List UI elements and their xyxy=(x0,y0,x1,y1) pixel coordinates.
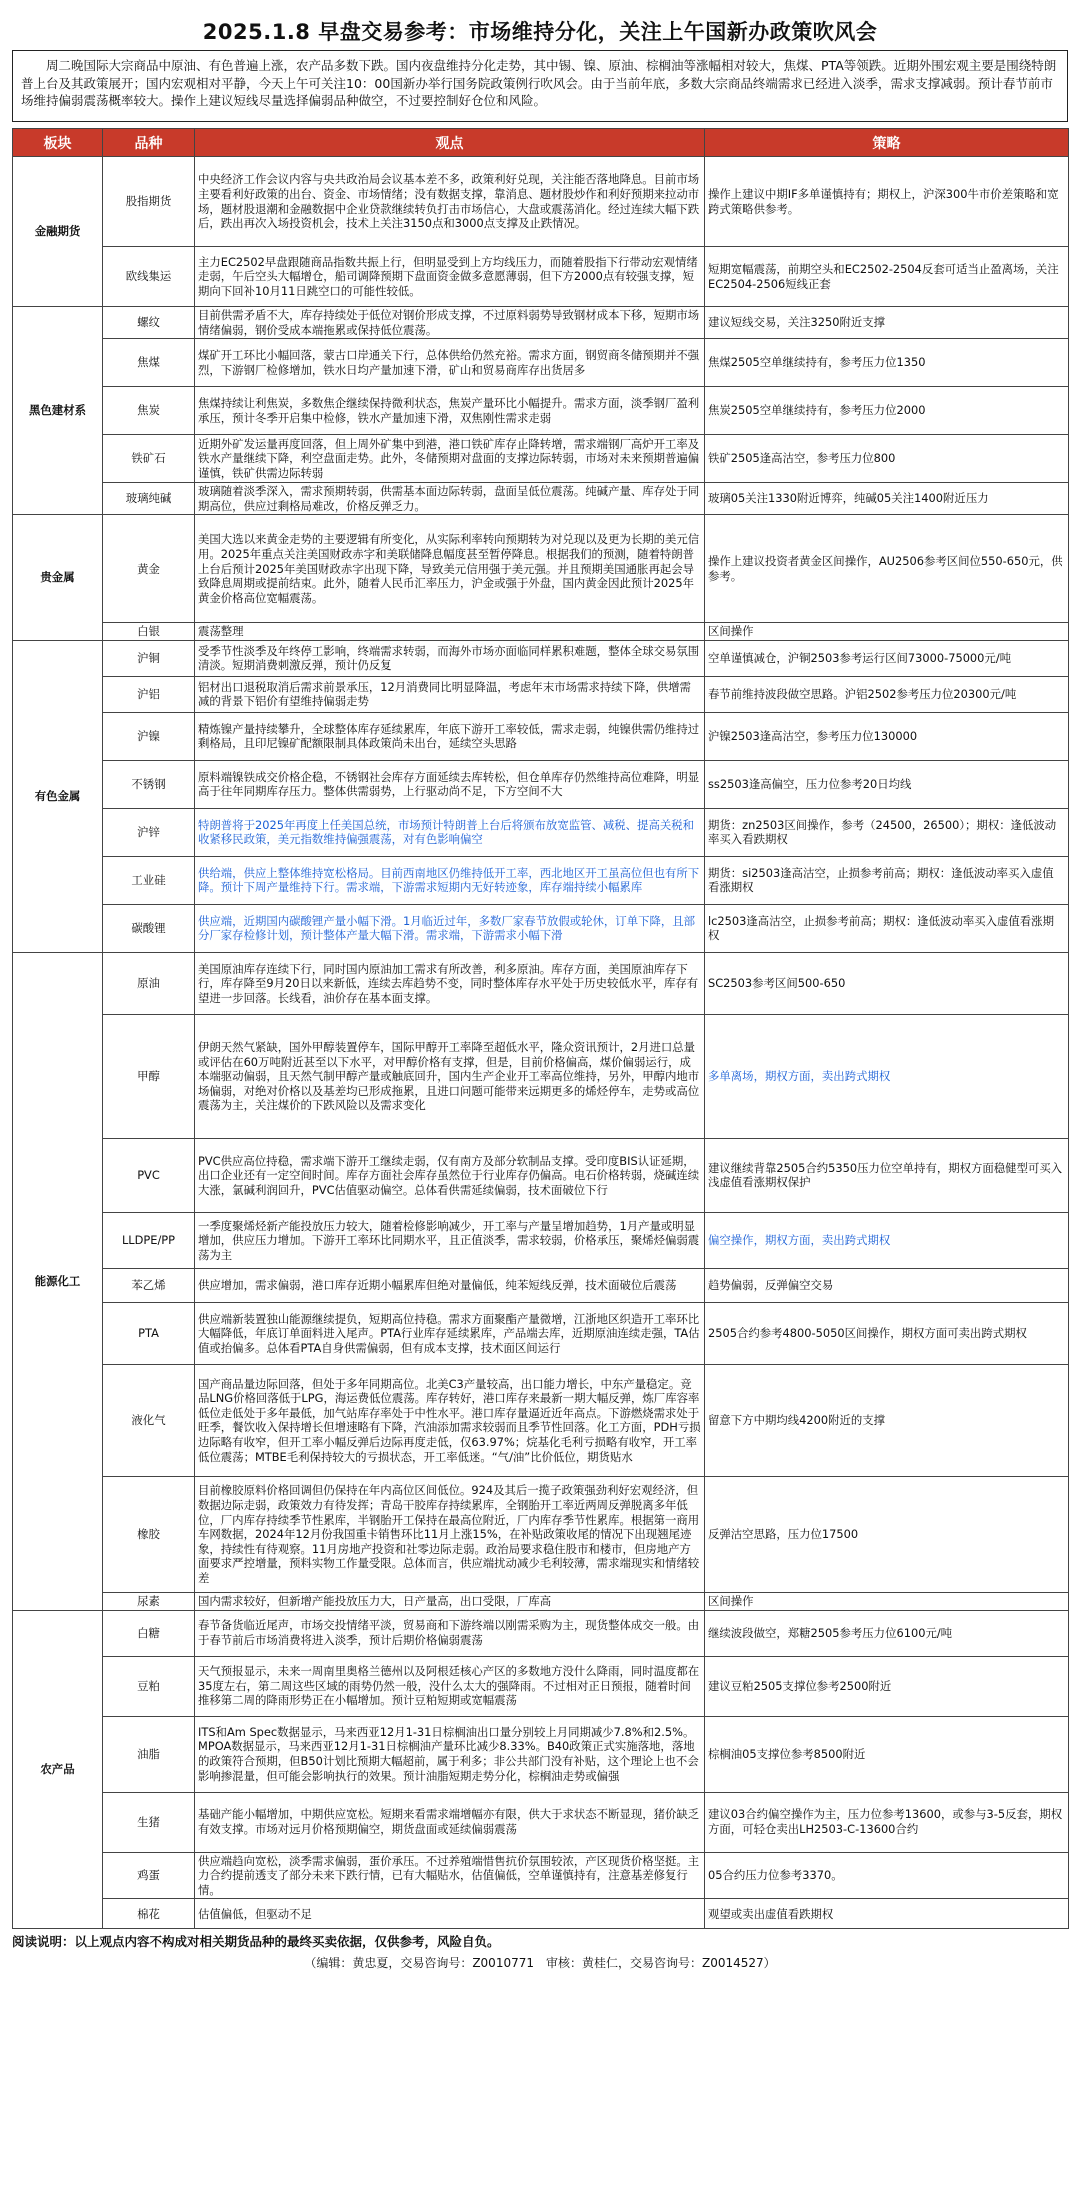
table-row xyxy=(13,247,1069,307)
sector-cell: 黑色建材系 xyxy=(13,307,103,515)
table-row xyxy=(13,1852,1069,1899)
variety-cell: 沪铜 xyxy=(103,640,195,676)
variety-cell: 生猪 xyxy=(103,1792,195,1852)
variety-cell: 棉花 xyxy=(103,1899,195,1929)
table-row xyxy=(13,1592,1069,1610)
variety-cell: 沪镍 xyxy=(103,712,195,760)
variety-cell: 液化气 xyxy=(103,1364,195,1476)
strategy-cell: 期货：zn2503区间操作，参考（24500，26500）；期权：逢低波动率买入看跌期权 xyxy=(705,808,1069,856)
report-title: 2025.1.8 早盘交易参考：市场维持分化，关注上午国新办政策吹风会 xyxy=(202,20,878,44)
variety-cell: 股指期货 xyxy=(103,157,195,247)
strategy-cell: lc2503逢高沽空，止损参考前高；期权：逢低波动率买入虚值看涨期权 xyxy=(705,904,1069,952)
table-row xyxy=(13,339,1069,387)
variety-cell: 沪铝 xyxy=(103,676,195,712)
strategy-cell: 继续波段做空，郑糖2505参考压力位6100元/吨 xyxy=(705,1610,1069,1656)
table-row xyxy=(13,1656,1069,1716)
variety-cell: 铁矿石 xyxy=(103,435,195,483)
view-cell: ITS和Am Spec数据显示，马来西亚12月1-31日棕榈油出口量分别较上月同期减少7.8%和2.5%。MPOA数据显示，马来西亚12月1-31日棕榈油产量环比减少8.33%。B40政策正式实施落地，落地的政策符合预期，但B50计划比预期大幅超前，属于利多；非公共部门没有补贴，这个理论上也不会影响掺混量，但可能会影响执行的效果。预计油脂短期走势分化，棕榈油走势或偏强 xyxy=(195,1716,705,1792)
strategy-cell: 棕榈油05支撑位参考8500附近 xyxy=(705,1716,1069,1792)
view-cell: 一季度聚烯烃新产能投放压力较大，随着检修影响减少，开工率与产量呈增加趋势，1月产量或明显增加，供应压力增加。下游开工率环比同期水平，且正值淡季，需求较弱，价格承压，聚烯烃偏弱震荡为主 xyxy=(195,1212,705,1268)
variety-cell: 玻璃纯碱 xyxy=(103,483,195,515)
variety-cell: 沪锌 xyxy=(103,808,195,856)
view-cell: 供应增加，需求偏弱，港口库存近期小幅累库但绝对量偏低，纯苯短线反弹，技术面破位后震荡 xyxy=(195,1268,705,1302)
sector-cell: 贵金属 xyxy=(13,515,103,641)
view-cell: 精炼镍产量持续攀升，全球整体库存延续累库，年底下游开工率较低，需求走弱，纯镍供需仍维持过剩格局，且印尼镍矿配额限制具体政策尚未出台，延续空头思路 xyxy=(195,712,705,760)
header-variety: 品种 xyxy=(103,129,195,157)
view-cell: 美国原油库存连续下行，同时国内原油加工需求有所改善，利多原油。库存方面，美国原油库存下行，库存降至9月20日以来新低，连续去库趋势不变，同时整体库存水平处于历史较低水平，库存有望进一步回落。长线看，油价存在基本面支撑。 xyxy=(195,952,705,1014)
strategy-cell: 反弹沽空思路，压力位17500 xyxy=(705,1476,1069,1592)
strategy-cell: 沪镍2503逢高沽空，参考压力位130000 xyxy=(705,712,1069,760)
strategy-cell: 留意下方中期均线4200附近的支撑 xyxy=(705,1364,1069,1476)
view-cell: 煤矿开工环比小幅回落，蒙古口岸通关下行，总体供给仍然充裕。需求方面，钢贸商冬储预期并不强烈，下游钢厂检修增加，铁水日均产量加速下滑，矿山和贸易商库存出货居多 xyxy=(195,339,705,387)
disclaimer-note: 阅读说明：以上观点内容不构成对相关期货品种的最终买卖依据，仅供参考，风险自负。 xyxy=(12,1934,500,1950)
table-row xyxy=(13,1792,1069,1852)
view-cell: 受季节性淡季及年终停工影响，终端需求转弱，而海外市场亦面临同样累积难题，整体全球交易氛围清淡。短期消费刺激反弹，预计仍反复 xyxy=(195,640,705,676)
table-row xyxy=(13,307,1069,339)
variety-cell: 油脂 xyxy=(103,1716,195,1792)
variety-cell: 苯乙烯 xyxy=(103,1268,195,1302)
view-cell: 供应端，近期国内碳酸锂产量小幅下滑。1月临近过年，多数厂家春节放假或轮休，订单下降，且部分厂家存检修计划，预计整体产量大幅下滑。需求端，下游需求小幅下滑 xyxy=(195,904,705,952)
header-strategy: 策略 xyxy=(705,129,1069,157)
table-header-row xyxy=(13,129,1069,157)
header-view: 观点 xyxy=(195,129,705,157)
view-cell: 震荡整理 xyxy=(195,623,705,641)
strategy-cell: 观望或卖出虚值看跌期权 xyxy=(705,1899,1069,1929)
strategy-cell: 多单离场，期权方面，卖出跨式期权 xyxy=(705,1014,1069,1138)
table-row xyxy=(13,952,1069,1014)
strategy-cell: 焦煤2505空单继续持有，参考压力位1350 xyxy=(705,339,1069,387)
variety-cell: PVC xyxy=(103,1138,195,1212)
strategy-cell: 区间操作 xyxy=(705,1592,1069,1610)
strategy-cell: 操作上建议中期IF多单谨慎持有；期权上，沪深300牛市价差策略和宽跨式策略供参考。 xyxy=(705,157,1069,247)
view-cell: 玻璃随着淡季深入，需求预期转弱，供需基本面边际转弱，盘面呈低位震荡。纯碱产量、库存处于同期高位，供应过剩格局难改，价格反弹乏力。 xyxy=(195,483,705,515)
sector-cell: 有色金属 xyxy=(13,640,103,952)
view-cell: 伊朗天然气紧缺，国外甲醇装置停车，国际甲醇开工率降至超低水平，隆众资讯预计，2月进口总量或评估在60万吨附近甚至以下水平，对甲醇价格有支撑，但是，目前价格偏高，煤价偏弱运行，成本端驱动偏弱，且天然气制甲醇产量或触底回升，国内生产企业开工率高位维持，另外，甲醇内地市场偏弱，对绝对价格以及基差均已形成拖累，且进口问题可能带来远期更多的烯烃停车，走势或高位震荡为主，关注煤价的下跌风险以及需求变化 xyxy=(195,1014,705,1138)
view-cell: 供应端新装置独山能源继续提负，短期高位持稳。需求方面聚酯产量微增，江浙地区织造开工率环比大幅降低，年底订单面料进入尾声。PTA行业库存延续累库，产品端去库，近期原油连续走强，TA估值或抬偏多。总体看PTA自身供需偏弱，但有成本支撑，技术面区间运行 xyxy=(195,1302,705,1364)
table-row xyxy=(13,1899,1069,1929)
table-row xyxy=(13,1364,1069,1476)
table-row xyxy=(13,1610,1069,1656)
table-row xyxy=(13,1268,1069,1302)
table-body xyxy=(13,157,1069,1929)
view-cell: 春节备货临近尾声，市场交投情绪平淡，贸易商和下游终端以刚需采购为主，现货整体成交一般。由于春节前后市场消费将进入淡季，预计后期价格偏弱震荡 xyxy=(195,1610,705,1656)
table-row xyxy=(13,676,1069,712)
strategy-cell: 操作上建议投资者黄金区间操作，AU2506参考区间位550-650元，供参考。 xyxy=(705,515,1069,623)
strategy-cell: 2505合约参考4800-5050区间操作，期权方面可卖出跨式期权 xyxy=(705,1302,1069,1364)
table-row xyxy=(13,515,1069,623)
table-row xyxy=(13,1716,1069,1792)
strategy-cell: 铁矿2505逢高沽空，参考压力位800 xyxy=(705,435,1069,483)
strategy-cell: 期货：si2503逢高沽空，止损参考前高；期权：逢低波动率买入虚值看涨期权 xyxy=(705,856,1069,904)
variety-cell: 豆粕 xyxy=(103,1656,195,1716)
view-cell: 供应端趋向宽松，淡季需求偏弱，蛋价承压。不过养殖端惜售抗价氛围较浓，产区现货价格坚挺。主力合约提前透支了部分未来下跌行情，已有大幅贴水，估值偏低，空单谨慎持有，注意基差修复行情。 xyxy=(195,1852,705,1899)
variety-cell: 白糖 xyxy=(103,1610,195,1656)
strategy-cell: ss2503逢高偏空，压力位参考20日均线 xyxy=(705,760,1069,808)
variety-cell: 碳酸锂 xyxy=(103,904,195,952)
variety-cell: 尿素 xyxy=(103,1592,195,1610)
variety-cell: 焦煤 xyxy=(103,339,195,387)
variety-cell: 焦炭 xyxy=(103,387,195,435)
variety-cell: 不锈钢 xyxy=(103,760,195,808)
sector-cell: 农产品 xyxy=(13,1610,103,1929)
strategy-cell: 区间操作 xyxy=(705,623,1069,641)
variety-cell: 螺纹 xyxy=(103,307,195,339)
variety-cell: 欧线集运 xyxy=(103,247,195,307)
variety-cell: 工业硅 xyxy=(103,856,195,904)
strategy-cell: 焦炭2505空单继续持有，参考压力位2000 xyxy=(705,387,1069,435)
header-sector: 板块 xyxy=(13,129,103,157)
strategy-cell: 建议03合约偏空操作为主，压力位参考13600，或参与3-5反套，期权方面，可轻仓卖出LH2503-C-13600合约 xyxy=(705,1792,1069,1852)
table-row xyxy=(13,483,1069,515)
table-row xyxy=(13,808,1069,856)
table-row xyxy=(13,904,1069,952)
table-row xyxy=(13,712,1069,760)
view-cell: 近期外矿发运量再度回落，但上周外矿集中到港，港口铁矿库存止降转增，需求端钢厂高炉开工率及铁水产量继续下降，利空盘面走势。此外，冬储预期对盘面的支撑边际转弱，市场对未来预期普遍偏谨慎，铁矿供需边际转弱 xyxy=(195,435,705,483)
table-row xyxy=(13,1212,1069,1268)
table-row xyxy=(13,623,1069,641)
variety-cell: 黄金 xyxy=(103,515,195,623)
sector-cell: 能源化工 xyxy=(13,952,103,1610)
view-cell: 目前橡胶原料价格回调但仍保持在年内高位区间低位。924及其后一揽子政策强劲利好宏观经济，但数据边际走弱，政策效力有待发挥；青岛干胶库存持续累库，全钢胎开工率近两周反弹脱离多年低位，厂内库存持续季节性累库，半钢胎开工保持在最高位附近，厂内库存季节性累库。根据第一商用车网数据，2024年12月份我国重卡销售环比11月上涨15%，在补贴政策收尾的情况下出现翘尾迹象，持续性有待观察。11月房地产投资和社零边际走弱。政治局要求稳住股市和楼市，但房地产方面要求严控增量，预料实物工作量受限。总体而言，供应端扰动减少毛利较薄，需求端现实和情绪较差 xyxy=(195,1476,705,1592)
view-cell: 中央经济工作会议内容与央共政治局会议基本差不多，政策利好兑现，关注能否落地降息。目前市场主要看利好政策的出台、资金、市场情绪；没有数据支撑，靠消息、题材股炒作和利好预期来拉动市场，题材股退潮和金融数据中企业贷款继续转负打击市场信心，大盘或震荡消化。经过连续大幅下跌后，跌出再次入场投资机会，技术上关注3150点和3000点支撑及止跌情况。 xyxy=(195,157,705,247)
table-row xyxy=(13,760,1069,808)
strategy-cell: 05合约压力位参考3370。 xyxy=(705,1852,1069,1899)
editor-credits: （编辑：黄忠夏，交易咨询号：Z0010771 审核：黄桂仁，交易咨询号：Z0014527） xyxy=(304,1956,776,1971)
strategy-cell: 偏空操作，期权方面，卖出跨式期权 xyxy=(705,1212,1069,1268)
strategy-cell: 建议豆粕2505支撑位参考2500附近 xyxy=(705,1656,1069,1716)
strategy-cell: 春节前维持波段做空思路。沪铝2502参考压力位20300元/吨 xyxy=(705,676,1069,712)
view-cell: PVC供应高位持稳，需求端下游开工继续走弱，仅有南方及部分软制品支撑。受印度BIS认证延期，出口企业还有一定空间时间。库存方面社会库存虽然位于行业库存仍偏高。电石价格转弱，烧碱连续大涨，氯碱利润回升，PVC估值驱动偏空。总体看供需延续偏弱，技术面破位下行 xyxy=(195,1138,705,1212)
table-row xyxy=(13,1302,1069,1364)
intro-paragraph: 周二晚国际大宗商品中原油、有色普遍上涨，农产品多数下跌。国内夜盘维持分化走势，其中锡、镍、原油、棕榈油等涨幅相对较大，焦煤、PTA等领跌。近期外围宏观主要是围绕特朗普上台及其政策展开；国内宏观相对平静，今天上午可关注10：00国新办举行国务院政策例行吹风会。由于当前年底，多数大宗商品终端需求已经进入淡季，需求支撑减弱。预计春节前市场维持偏弱震荡概率较大。操作上建议短线尽量选择偏弱品种做空，不过要控制好仓位和风险。 xyxy=(12,50,1068,122)
view-cell: 天气预报显示，未来一周南里奥格兰德州以及阿根廷核心产区的多数地方没什么降雨，同时温度都在35度左右，第二周这些区域的雨势仍然一般，没什么太大的强降雨。不过相对正日预报，随着时间推移第二周的降雨形势正在小幅增加。预计豆粕短期或宽幅震荡 xyxy=(195,1656,705,1716)
sector-cell: 金融期货 xyxy=(13,157,103,307)
view-cell: 特朗普将于2025年再度上任美国总统，市场预计特朗普上台后将颁布放宽监管、减税、提高关税和收紧移民政策，美元指数维持偏强震荡，对有色影响偏空 xyxy=(195,808,705,856)
variety-cell: 白银 xyxy=(103,623,195,641)
strategy-cell: 玻璃05关注1330附近博弈，纯碱05关注1400附近压力 xyxy=(705,483,1069,515)
table-row xyxy=(13,1014,1069,1138)
variety-cell: LLDPE/PP xyxy=(103,1212,195,1268)
strategy-cell: 趋势偏弱，反弹偏空交易 xyxy=(705,1268,1069,1302)
strategy-cell: 建议短线交易，关注3250附近支撑 xyxy=(705,307,1069,339)
variety-cell: PTA xyxy=(103,1302,195,1364)
strategy-cell: 建议继续背靠2505合约5350压力位空单持有，期权方面稳健型可买入浅虚值看涨期权保护 xyxy=(705,1138,1069,1212)
variety-cell: 原油 xyxy=(103,952,195,1014)
view-cell: 国产商品量边际回落，但处于多年同期高位。北美C3产量较高，出口能力增长，中东产量稳定。竞品LNG价格回落低于LPG，海运费低位震荡。库存转好，港口库存来最新一期大幅反弹，炼厂库容率低位走低处于多年最低，加气站库存率处于中性水平。港口库存量逼近近年高点。下游燃烧需求处于旺季，餐饮收入保持增长但增速略有下降，汽油添加需求较弱而且季节性回落。化工方面，PDH亏损边际略有收窄，但开工率小幅反弹后边际再度走低，仅63.97%；烷基化毛利亏损略有收窄，开工率低位震荡；MTBE毛利保持较大的亏损状态，开工率低迷。“气/油”比价低位，期货贴水 xyxy=(195,1364,705,1476)
view-cell: 原料端镍铁成交价格企稳，不锈钢社会库存方面延续去库转松，但仓单库存仍然维持高位难降，明显高于往年同期库存压力。整体供需弱势，上行驱动尚不足，下方空间不大 xyxy=(195,760,705,808)
view-cell: 铝材出口退税取消后需求前景承压，12月消费同比明显降温，考虑年末市场需求持续下降，供增需减的背景下铝价有望维持偏弱走势 xyxy=(195,676,705,712)
view-cell: 国内需求较好，但新增产能投放压力大，日产量高，出口受限，厂库高 xyxy=(195,1592,705,1610)
variety-cell: 鸡蛋 xyxy=(103,1852,195,1899)
strategy-cell: SC2503参考区间500-650 xyxy=(705,952,1069,1014)
table-row xyxy=(13,157,1069,247)
view-cell: 基础产能小幅增加，中期供应宽松。短期来看需求端增幅亦有限，供大于求状态不断显现，猪价缺乏有效支撑。市场对远月价格预期偏空，期货盘面或延续偏弱震荡 xyxy=(195,1792,705,1852)
view-cell: 焦煤持续让利焦炭，多数焦企继续保持微利状态，焦炭产量环比小幅提升。需求方面，淡季钢厂盈利承压，预计冬季开启集中检修，铁水产量加速下滑，双焦刚性需求走弱 xyxy=(195,387,705,435)
strategy-cell: 空单谨慎减仓，沪铜2503参考运行区间73000-75000元/吨 xyxy=(705,640,1069,676)
table-row xyxy=(13,435,1069,483)
view-cell: 目前供需矛盾不大，库存持续处于低位对钢价形成支撑，不过原料弱势导致钢材成本下移，短期市场情绪偏弱，钢价受成本端拖累或保持低位震荡。 xyxy=(195,307,705,339)
table-row xyxy=(13,1138,1069,1212)
strategy-cell: 短期宽幅震荡，前期空头和EC2502-2504反套可适当止盈离场，关注EC2504-2506短线正套 xyxy=(705,247,1069,307)
table-row xyxy=(13,856,1069,904)
table-row xyxy=(13,640,1069,676)
strategy-table xyxy=(12,128,1069,1929)
view-cell: 估值偏低，但驱动不足 xyxy=(195,1899,705,1929)
table-row xyxy=(13,387,1069,435)
view-cell: 供给端，供应上整体维持宽松格局。目前西南地区仍维持低开工率，西北地区开工虽高位但也有所下降。预计下周产量维持下行。需求端，下游需求短期内无好转迹象，库存端持续小幅累库 xyxy=(195,856,705,904)
variety-cell: 橡胶 xyxy=(103,1476,195,1592)
table-row xyxy=(13,1476,1069,1592)
view-cell: 美国大选以来黄金走势的主要逻辑有所变化，从实际利率转向预期转为对兑现以及更为长期的美元信用。2025年重点关注美国财政赤字和美联储降息幅度甚至暂停降息。根据我们的预测，随着特朗普上台后预计2025年美国财政赤字出现下降，导致美元信用强于美元强。并且预期美国通胀再起会导致降息周期或提前结束。此外，随着人民币汇率压力，沪金或强于外盘，国内黄金因此预计2025年黄金价格高位宽幅震荡。 xyxy=(195,515,705,623)
variety-cell: 甲醇 xyxy=(103,1014,195,1138)
view-cell: 主力EC2502早盘跟随商品指数共振上行，但明显受到上方均线压力，而随着股指下行带动宏观情绪走弱，午后空头大幅增仓，船司调降预期下盘面资金做多意愿薄弱，但下方2000点有较强支撑，短期向下回补10月11日跳空口的可能性较低。 xyxy=(195,247,705,307)
